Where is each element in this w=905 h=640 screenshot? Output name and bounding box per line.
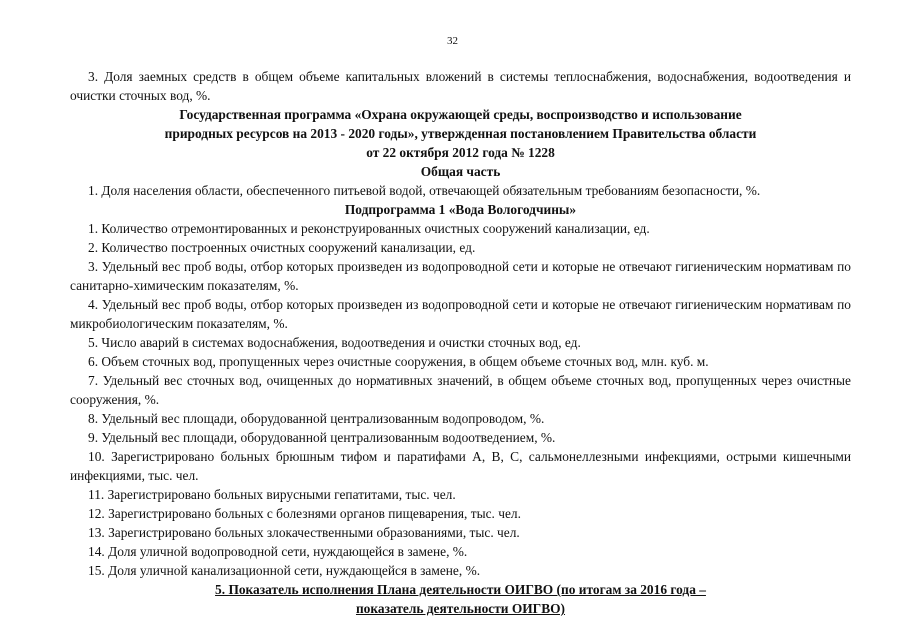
list-item: 15. Доля уличной канализационной сети, нуждающейся в замене, %. [88, 563, 481, 578]
program-title [70, 105, 851, 162]
subprogram-heading: Подпрограмма 1 «Вода Вологодчины» [344, 202, 577, 217]
list-item: 8. Удельный вес площади, оборудованной централизованным водопроводом, %. [88, 411, 545, 426]
intro-indicator: 3. Доля заемных средств в общем объеме капитальных вложений в системы теплоснабжения, водоснабжения, водоотведения и очистки сточных вод, %. [70, 69, 851, 103]
list-item: 9. Удельный вес площади, оборудованной централизованным водоотведением, %. [88, 430, 556, 445]
program-title-line-1: Государственная программа «Охрана окружающей среды, воспроизводство и использование [179, 107, 742, 122]
page-number: 32 [447, 35, 458, 47]
list-item: 11. Зарегистрировано больных вирусными гепатитами, тыс. чел. [88, 487, 456, 502]
list-item: 4. Удельный вес проб воды, отбор которых произведен из водопроводной сети и которые не отвечают гигиеническим нормативам по микробиологическим показателям, %. [70, 297, 851, 331]
list-item: 1. Количество отремонтированных и реконструированных очистных сооружений канализации, ед. [88, 221, 650, 236]
list-item: 1. Доля населения области, обеспеченного питьевой водой, отвечающей обязательным требованиям безопасности, %. [88, 183, 761, 198]
list-item: 3. Удельный вес проб воды, отбор которых произведен из водопроводной сети и которые не отвечают гигиеническим нормативам по санитарно-химическим показателям, %. [70, 259, 851, 293]
list-item: 10. Зарегистрировано больных брюшным тифом и паратифами А, В, С, сальмонеллезными инфекциями, острыми кишечными инфекциями, тыс. чел. [70, 449, 851, 483]
list-item: 2. Количество построенных очистных сооружений канализации, ед. [88, 240, 476, 255]
list-item: 14. Доля уличной водопроводной сети, нуждающейся в замене, %. [88, 544, 468, 559]
general-part-heading: Общая часть [420, 164, 501, 179]
page-content [70, 67, 851, 618]
list-item: 5. Число аварий в системах водоснабжения, водоотведения и очистки сточных вод, ед. [88, 335, 581, 350]
subprogram-indicators-list [70, 219, 851, 580]
section-5-heading [70, 580, 851, 618]
program-title-line-2: природных ресурсов на 2013 - 2020 годы», утвержденная постановлением Правительства области [164, 126, 757, 141]
section-heading-line-2: показатель деятельности ОИГВО) [355, 601, 566, 616]
program-title-line-3: от 22 октября 2012 года № 1228 [366, 145, 555, 160]
list-item: 6. Объем сточных вод, пропущенных через очистные сооружения, в общем объеме сточных вод, млн. куб. м. [88, 354, 709, 369]
list-item: 13. Зарегистрировано больных злокачественными образованиями, тыс. чел. [88, 525, 520, 540]
list-item: 12. Зарегистрировано больных с болезнями органов пищеварения, тыс. чел. [88, 506, 521, 521]
list-item: 7. Удельный вес сточных вод, очищенных до нормативных значений, в общем объеме сточных вод, пропущенных через очистные сооружения, %. [70, 373, 851, 407]
section-heading-line-1: 5. Показатель исполнения Плана деятельности ОИГВО (по итогам за 2016 года – [215, 582, 706, 597]
general-indicators-list [70, 181, 851, 200]
